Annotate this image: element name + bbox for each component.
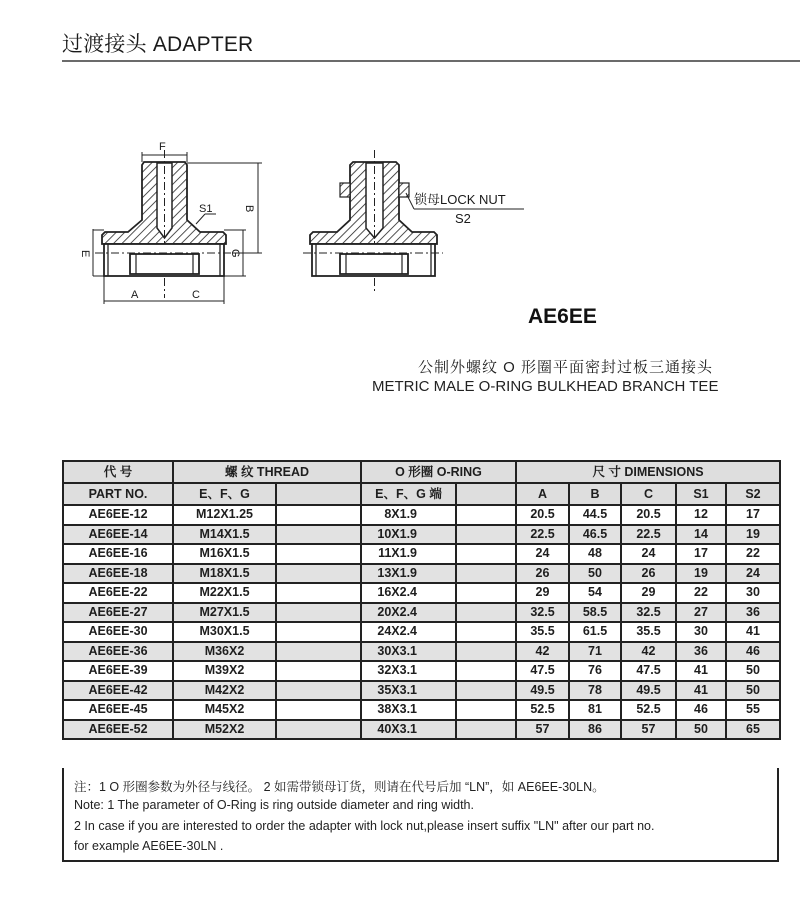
part-number-cell: AE6EE-16 — [63, 544, 173, 564]
thread-blank-cell — [276, 544, 361, 564]
header-dimensions: 尺 寸 DIMENSIONS — [516, 461, 780, 483]
part-number-cell: AE6EE-14 — [63, 525, 173, 545]
spec-table — [62, 460, 781, 740]
dim-C-cell: 20.5 — [621, 505, 676, 525]
part-number-cell: AE6EE-45 — [63, 700, 173, 720]
header-thread-blank — [276, 483, 361, 505]
dim-S2-cell: 65 — [726, 720, 780, 740]
thread-cell: M27X1.5 — [173, 603, 276, 623]
dim-C-cell: 32.5 — [621, 603, 676, 623]
dim-S1-cell: 41 — [676, 661, 726, 681]
right-section-view-lock-nut — [303, 150, 524, 292]
part-number-cell: AE6EE-12 — [63, 505, 173, 525]
dim-A-cell: 35.5 — [516, 622, 569, 642]
dim-S1-cell: 41 — [676, 681, 726, 701]
dim-B-cell: 54 — [569, 583, 621, 603]
dim-S1-cell: 36 — [676, 642, 726, 662]
table-row — [63, 544, 780, 564]
dim-S1-cell: 50 — [676, 720, 726, 740]
thread-cell: M18X1.5 — [173, 564, 276, 584]
thread-blank-cell — [276, 583, 361, 603]
table-row — [63, 505, 780, 525]
dim-A-cell: 49.5 — [516, 681, 569, 701]
thread-cell: M16X1.5 — [173, 544, 276, 564]
thread-cell: M45X2 — [173, 700, 276, 720]
label-S2: S2 — [455, 211, 471, 226]
dim-B-cell: 76 — [569, 661, 621, 681]
dim-A-cell: 22.5 — [516, 525, 569, 545]
dim-C-cell: 57 — [621, 720, 676, 740]
dim-S2-cell: 50 — [726, 661, 780, 681]
note-cn: 注：1 O 形圈参数为外径与线径。 2 如需带锁母订货，则请在代号后加 “LN”，如 AE6EE-30LN。 — [74, 780, 605, 794]
note-en-1: Note: 1 The parameter of O-Ring is ring outside diameter and ring width. — [74, 798, 474, 812]
dim-S2-cell: 50 — [726, 681, 780, 701]
dim-S2-cell: 55 — [726, 700, 780, 720]
header-S1: S1 — [676, 483, 726, 505]
thread-blank-cell — [276, 525, 361, 545]
dim-S2-cell: 30 — [726, 583, 780, 603]
oring-cell: 11X1.9 — [361, 544, 456, 564]
label-F: F — [159, 141, 166, 153]
oring-blank-cell — [456, 622, 516, 642]
dim-B-cell: 50 — [569, 564, 621, 584]
dim-S2-cell: 46 — [726, 642, 780, 662]
note-en-2: 2 In case if you are interested to order the adapter with lock nut,please insert suffix "LN" after our part no. — [74, 819, 655, 833]
dim-C-cell: 47.5 — [621, 661, 676, 681]
header-C: C — [621, 483, 676, 505]
part-number-cell: AE6EE-27 — [63, 603, 173, 623]
oring-cell: 16X2.4 — [361, 583, 456, 603]
oring-blank-cell — [456, 700, 516, 720]
oring-cell: 8X1.9 — [361, 505, 456, 525]
product-description-en: METRIC MALE O-RING BULKHEAD BRANCH TEE — [372, 378, 719, 395]
thread-cell: M14X1.5 — [173, 525, 276, 545]
part-number-cell: AE6EE-30 — [63, 622, 173, 642]
oring-blank-cell — [456, 505, 516, 525]
thread-cell: M30X1.5 — [173, 622, 276, 642]
table-row — [63, 603, 780, 623]
oring-cell: 40X3.1 — [361, 720, 456, 740]
header-part-en: PART NO. — [63, 483, 173, 505]
dim-A-cell: 52.5 — [516, 700, 569, 720]
technical-drawing — [0, 0, 800, 330]
oring-cell: 24X2.4 — [361, 622, 456, 642]
dim-B-cell: 46.5 — [569, 525, 621, 545]
label-S1: S1 — [199, 203, 213, 215]
part-number-cell: AE6EE-39 — [63, 661, 173, 681]
dim-A-cell: 24 — [516, 544, 569, 564]
dim-S1-cell: 46 — [676, 700, 726, 720]
dim-A-cell: 32.5 — [516, 603, 569, 623]
dim-S1-cell: 17 — [676, 544, 726, 564]
table-row — [63, 622, 780, 642]
oring-cell: 32X3.1 — [361, 661, 456, 681]
dim-A-cell: 57 — [516, 720, 569, 740]
table-row — [63, 700, 780, 720]
page-title: 过渡接头 ADAPTER — [62, 33, 254, 56]
dim-B-cell: 81 — [569, 700, 621, 720]
thread-cell: M22X1.5 — [173, 583, 276, 603]
notes-box — [62, 768, 779, 862]
part-number-cell: AE6EE-18 — [63, 564, 173, 584]
table-row — [63, 642, 780, 662]
thread-blank-cell — [276, 720, 361, 740]
dim-A-cell: 26 — [516, 564, 569, 584]
dim-C-cell: 52.5 — [621, 700, 676, 720]
product-description-cn: 公制外螺纹 O 形圈平面密封过板三通接头 — [418, 359, 714, 376]
label-B: B — [243, 205, 255, 213]
oring-cell: 13X1.9 — [361, 564, 456, 584]
oring-blank-cell — [456, 525, 516, 545]
note-en-3: for example AE6EE-30LN . — [74, 839, 224, 853]
thread-blank-cell — [276, 681, 361, 701]
dim-S2-cell: 22 — [726, 544, 780, 564]
table-header-row-2 — [63, 483, 780, 505]
thread-cell: M12X1.25 — [173, 505, 276, 525]
dim-C-cell: 22.5 — [621, 525, 676, 545]
dim-C-cell: 35.5 — [621, 622, 676, 642]
oring-blank-cell — [456, 583, 516, 603]
thread-blank-cell — [276, 564, 361, 584]
oring-blank-cell — [456, 681, 516, 701]
thread-blank-cell — [276, 700, 361, 720]
dim-S1-cell: 27 — [676, 603, 726, 623]
header-oring: O 形圈 O-RING — [361, 461, 516, 483]
table-row — [63, 583, 780, 603]
header-oring-blank — [456, 483, 516, 505]
part-number-cell: AE6EE-42 — [63, 681, 173, 701]
header-thread: 螺 纹 THREAD — [173, 461, 361, 483]
oring-blank-cell — [456, 603, 516, 623]
dim-S2-cell: 19 — [726, 525, 780, 545]
header-B: B — [569, 483, 621, 505]
dim-A-cell: 42 — [516, 642, 569, 662]
oring-cell: 10X1.9 — [361, 525, 456, 545]
label-lock-nut: 锁母LOCK NUT — [414, 192, 506, 207]
dim-S1-cell: 30 — [676, 622, 726, 642]
thread-blank-cell — [276, 505, 361, 525]
oring-blank-cell — [456, 564, 516, 584]
thread-cell: M39X2 — [173, 661, 276, 681]
dim-A-cell: 20.5 — [516, 505, 569, 525]
dim-S1-cell: 19 — [676, 564, 726, 584]
oring-blank-cell — [456, 544, 516, 564]
oring-cell: 30X3.1 — [361, 642, 456, 662]
table-header-row-1 — [63, 461, 780, 483]
thread-blank-cell — [276, 661, 361, 681]
thread-blank-cell — [276, 642, 361, 662]
header-S2: S2 — [726, 483, 780, 505]
oring-cell: 38X3.1 — [361, 700, 456, 720]
part-number-cell: AE6EE-22 — [63, 583, 173, 603]
dim-B-cell: 48 — [569, 544, 621, 564]
dim-C-cell: 26 — [621, 564, 676, 584]
dim-S2-cell: 24 — [726, 564, 780, 584]
oring-cell: 20X2.4 — [361, 603, 456, 623]
thread-cell: M42X2 — [173, 681, 276, 701]
dim-B-cell: 58.5 — [569, 603, 621, 623]
dim-S1-cell: 12 — [676, 505, 726, 525]
thread-cell: M52X2 — [173, 720, 276, 740]
dim-C-cell: 49.5 — [621, 681, 676, 701]
dim-S2-cell: 36 — [726, 603, 780, 623]
dim-C-cell: 42 — [621, 642, 676, 662]
oring-blank-cell — [456, 642, 516, 662]
dim-S2-cell: 41 — [726, 622, 780, 642]
dim-S1-cell: 22 — [676, 583, 726, 603]
dim-B-cell: 61.5 — [569, 622, 621, 642]
table-row — [63, 681, 780, 701]
product-code: AE6EE — [528, 305, 597, 328]
dim-C-cell: 29 — [621, 583, 676, 603]
table-row — [63, 720, 780, 740]
thread-blank-cell — [276, 603, 361, 623]
dim-C-cell: 24 — [621, 544, 676, 564]
dim-S2-cell: 17 — [726, 505, 780, 525]
dim-B-cell: 71 — [569, 642, 621, 662]
table-row — [63, 564, 780, 584]
header-thread-efg: E、F、G — [173, 483, 276, 505]
dim-B-cell: 86 — [569, 720, 621, 740]
thread-blank-cell — [276, 622, 361, 642]
dim-A-cell: 47.5 — [516, 661, 569, 681]
oring-blank-cell — [456, 661, 516, 681]
part-number-cell: AE6EE-36 — [63, 642, 173, 662]
header-A: A — [516, 483, 569, 505]
table-body — [63, 505, 780, 739]
table-row — [63, 661, 780, 681]
label-E: E — [79, 250, 91, 258]
part-number-cell: AE6EE-52 — [63, 720, 173, 740]
dim-B-cell: 78 — [569, 681, 621, 701]
header-oring-efg: E、F、G 端 — [361, 483, 456, 505]
thread-cell: M36X2 — [173, 642, 276, 662]
label-C: C — [192, 289, 200, 301]
header-part-cn: 代 号 — [63, 461, 173, 483]
oring-cell: 35X3.1 — [361, 681, 456, 701]
dim-A-cell: 29 — [516, 583, 569, 603]
table-row — [63, 525, 780, 545]
label-G: G — [229, 249, 241, 258]
left-section-view — [79, 141, 262, 304]
label-A: A — [131, 289, 139, 301]
dim-S1-cell: 14 — [676, 525, 726, 545]
oring-blank-cell — [456, 720, 516, 740]
dim-B-cell: 44.5 — [569, 505, 621, 525]
